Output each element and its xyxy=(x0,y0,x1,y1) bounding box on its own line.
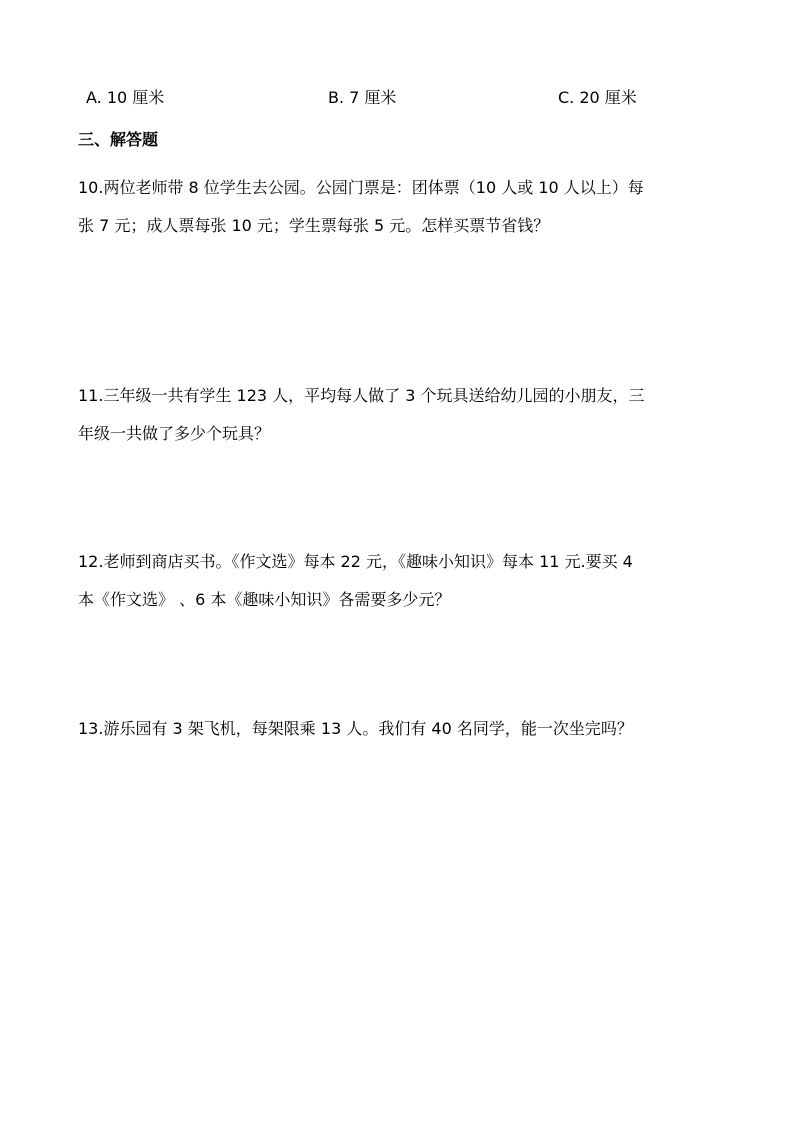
option-a: A. 10 厘米 xyxy=(86,88,165,107)
question-line: 张 7 元；成人票每张 10 元；学生票每张 5 元。怎样买票节省钱？ xyxy=(78,216,550,235)
section-title: 三、解答题 xyxy=(78,130,159,149)
question-line: 10.两位老师带 8 位学生去公园。公园门票是：团体票（10 人或 10 人以上）每 xyxy=(78,178,644,197)
question-12 xyxy=(78,543,718,619)
answer-options-row xyxy=(0,86,794,110)
question-line: 11.三年级一共有学生 123 人，平均每人做了 3 个玩具送给幼儿园的小朋友，三 xyxy=(78,386,645,405)
question-line: 年级一共做了多少个玩具？ xyxy=(78,424,271,443)
option-b: B. 7 厘米 xyxy=(328,88,397,107)
question-11 xyxy=(78,377,718,453)
question-line: 12.老师到商店买书。《作文选》每本 22 元，《趣味小知识》每本 11 元.要买 4 xyxy=(78,552,633,571)
question-10 xyxy=(78,169,718,245)
question-line: 13.游乐园有 3 架飞机，每架限乘 13 人。我们有 40 名同学，能一次坐完吗？ xyxy=(78,719,633,738)
question-line: 本《作文选》 、6 本《趣味小知识》各需要多少元？ xyxy=(78,590,451,609)
option-c: C. 20 厘米 xyxy=(558,88,637,107)
question-13 xyxy=(78,710,718,748)
